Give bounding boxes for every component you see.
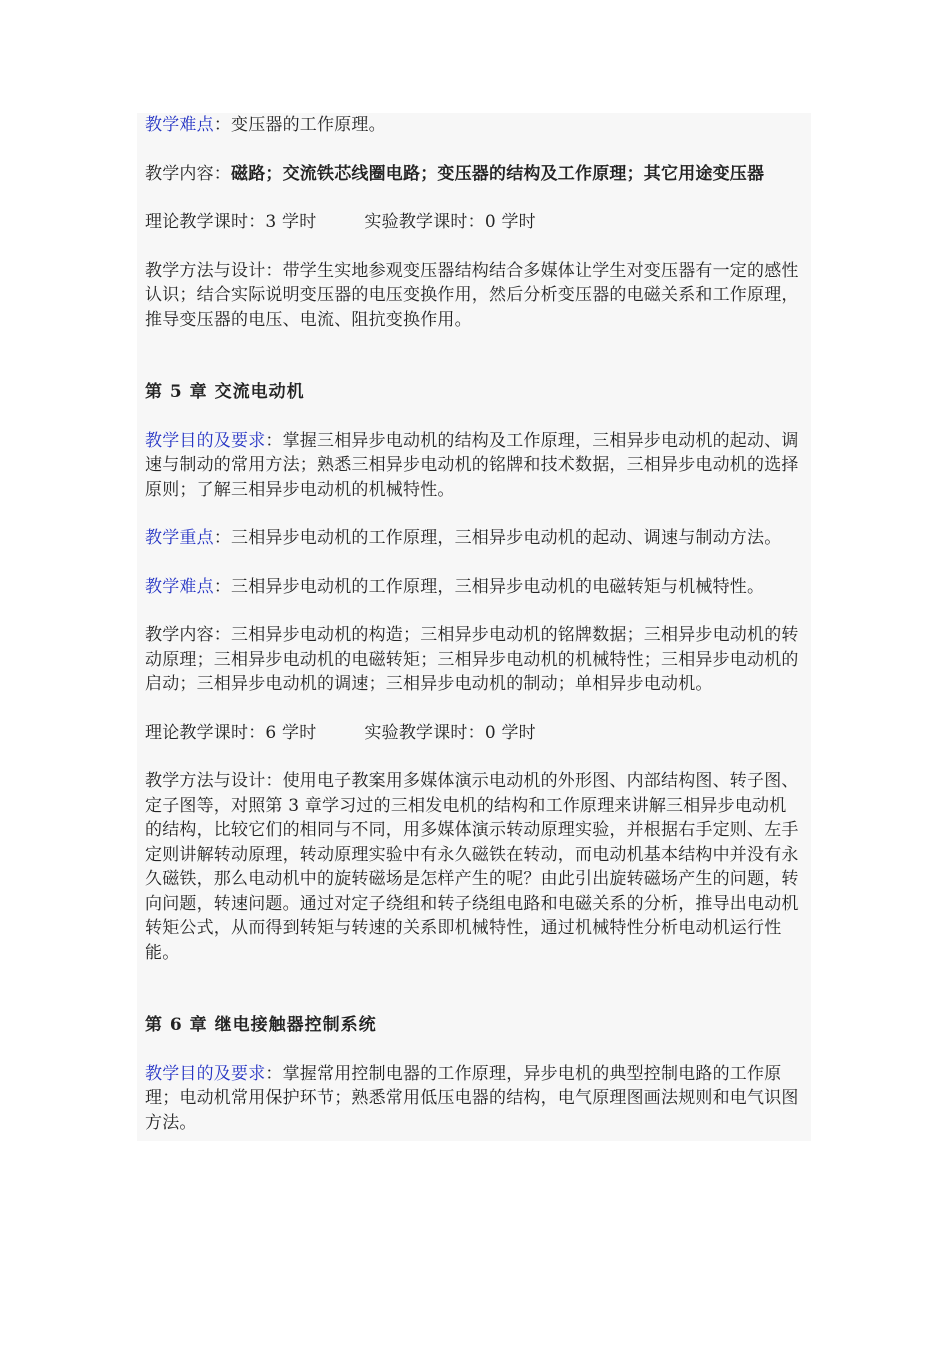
ch4-hours <box>145 210 803 235</box>
ch6-title: 第 6 章 继电接触器控制系统 <box>145 1015 377 1035</box>
ch5-goal-label: 教学目的及要求 <box>145 430 266 451</box>
ch5-lab-hours: 实验教学课时：0 学时 <box>364 722 536 743</box>
ch6-goal-text: ：掌握常用控制电器的工作原理，异步电机的典型控制电路的工作原理；电动机常用保护环节；熟悉常用低压电器的结构，电气原理图画法规则和电气识图方法。 <box>145 1063 799 1133</box>
ch5-theory-hours: 理论教学课时：6 学时 <box>145 722 317 743</box>
ch4-method: 教学方法与设计：带学生实地参观变压器结构结合多媒体让学生对变压器有一定的感性认识；结合实际说明变压器的电压变换作用，然后分析变压器的电磁关系和工作原理，推导变压器的电压、电流、阻抗变换作用。 <box>145 260 799 330</box>
ch5-content: 教学内容：三相异步电动机的构造；三相异步电动机的铭牌数据；三相异步电动机的转动原理；三相异步电动机的电磁转矩；三相异步电动机的机械特性；三相异步电动机的启动；三相异步电动机的调速；三相异步电动机的制动；单相异步电动机。 <box>145 625 799 694</box>
ch5-title: 第 5 章 交流电动机 <box>145 382 305 402</box>
ch4-lab-hours: 实验教学课时：0 学时 <box>364 212 536 232</box>
ch4-difficulty-label: 教学难点 <box>145 115 214 135</box>
ch4-difficulty <box>145 113 803 138</box>
ch4-theory-hours: 理论教学课时：3 学时 <box>145 212 317 232</box>
ch4-content-text: 磁路；交流铁芯线圈电路；变压器的结构及工作原理；其它用途变压器 <box>231 163 765 184</box>
ch5-key-text: ：三相异步电动机的工作原理，三相异步电动机的起动、调速与制动方法。 <box>213 528 782 548</box>
document-content <box>137 113 811 1141</box>
ch5-hours <box>145 721 803 746</box>
ch6-goal <box>145 1062 803 1136</box>
ch5-method: 教学方法与设计：使用电子教案用多媒体演示电动机的外形图、内部结构图、转子图、定子图等，对照第 3 章学习过的三相发电机的结构和工作原理来讲解三相异步电动机的结构，比较它们的相同与不同，用多媒体演示转动原理实验，并根据右手定则、左手定则讲解转动原理，转动原理实验中有永久磁铁在转动，而电动机基本结构中并没有永久磁铁，那么电动机中的旋转磁场是怎样产生的呢？由此引出旋转磁场产生的问题，转向问题，转速问题。通过对定子绕组和转子绕组电路和电磁关系的分析，推导出电动机转矩公式，从而得到转矩与转速的关系即机械特性，通过机械特性分析电动机运行性能。 <box>145 771 799 963</box>
ch5-goal <box>145 429 803 503</box>
ch6-goal-label: 教学目的及要求 <box>145 1063 266 1084</box>
ch4-content-label: 教学内容： <box>145 163 231 184</box>
ch4-difficulty-text: ：变压器的工作原理。 <box>213 115 386 135</box>
ch5-difficulty-text: ：三相异步电动机的工作原理，三相异步电动机的电磁转矩与机械特性。 <box>213 576 765 597</box>
ch5-difficulty <box>145 575 803 600</box>
ch5-key <box>145 526 803 551</box>
ch5-goal-text: ：掌握三相异步电动机的结构及工作原理，三相异步电动机的起动、调速与制动的常用方法；熟悉三相异步电动机的铭牌和技术数据，三相异步电动机的选择原则；了解三相异步电动机的机械特性。 <box>145 430 799 500</box>
ch5-key-label: 教学重点 <box>145 528 214 548</box>
ch5-difficulty-label: 教学难点 <box>145 576 214 597</box>
ch4-content <box>145 162 803 187</box>
